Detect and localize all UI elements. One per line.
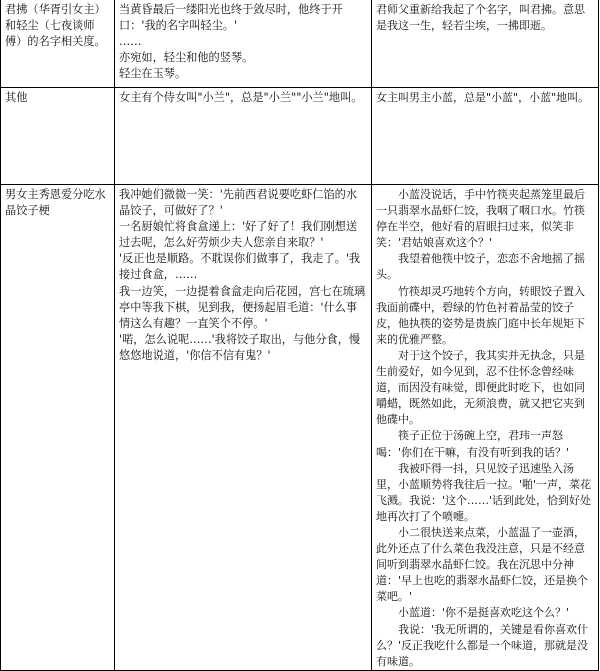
row-label-cell xyxy=(1,0,115,88)
text-paragraph: …… xyxy=(119,35,142,49)
text-paragraph: 轻尘在玉琴。 xyxy=(119,67,187,81)
text-paragraph: 女主有个侍女叫"小兰"，总是"小兰""小兰"地叫。 xyxy=(119,91,363,104)
row-label-cell xyxy=(1,88,115,185)
text-paragraph: '喏，怎么说呢……'我将饺子取出，与他分食，慢悠悠地说道，'你信不信有鬼？' xyxy=(119,332,361,362)
text-paragraph: 君师父重新给我起了个名字，叫君拂。意思是我这一生，轻若尘埃，一拂即逝。 xyxy=(376,3,585,33)
text-paragraph: 我被吓得一抖，只见饺子迅速坠入汤里，小蓝顺势将我往后一拉。'啪'一声，菜花飞溅。我说：'这个……'话到此处，恰到好处地再次打了个喷嚏。 xyxy=(376,461,592,523)
text-paragraph: 当黄昏最后一缕阳光也终于敛尽时，他终于开口：'我的名字叫轻尘。' xyxy=(119,3,343,33)
row-label-cell xyxy=(1,185,115,671)
text-paragraph: 我一边笑，一边提着食盒走向后花园，宫七在琉璃亭中等我下棋，见到我，便扬起眉毛道：'什么事情这么有趣？一直笑个不停。' xyxy=(119,284,366,330)
text-paragraph: 小蓝没说话，手中竹筷夹起蒸笼里最后一只翡翠水晶虾仁饺，我咽了咽口水。竹筷停在半空，他好看的眉眼扫过来，似笑非笑：'君姑娘喜欢这个？' xyxy=(376,188,585,250)
text-paragraph: 一名厨娘忙将食盒递上：'好了好了！我们刚想送过去呢，怎么好劳烦少夫人您亲自来取？' xyxy=(119,220,358,250)
compare-text-cell xyxy=(372,185,599,671)
text-paragraph: 我说：'我无所谓的，关键是看你喜欢什么？'反正我吃什么都是一个味道，那就是没有味道。 xyxy=(376,622,589,668)
table-row xyxy=(1,88,599,185)
table-row xyxy=(1,185,599,671)
source-text-cell xyxy=(115,88,372,185)
row-label: 男女主秀恩爱分吃水晶饺子梗 xyxy=(5,188,106,218)
text-paragraph: 小二很快送来点菜，小蓝温了一壶酒，此外还点了什么菜色我没注意，只是不经意间听到翡翠水晶虾仁饺。我在沉思中分神道：'早上也吃的翡翠水晶虾仁饺，还是换个菜吧。' xyxy=(376,525,589,604)
source-text-cell xyxy=(115,0,372,88)
text-paragraph: 竹筷却灵巧地转个方向，转眼饺子置入我面前碟中，碧绿的竹色衬着晶莹的饺子皮，他执筷的姿势是贵族门庭中长年规矩下来的优雅严整。 xyxy=(376,284,585,346)
row-label: 君拂（华胥引女主）和轻尘（七夜谈师傅）的名字相关度。 xyxy=(5,3,106,49)
text-paragraph: 亦宛如，轻尘和他的竖琴。 xyxy=(119,51,254,65)
text-paragraph: 对于这个饺子，我其实并无执念，只是生前爱好，如今见到，忍不住怀念曾经味道，而因没有味觉，即便此时吃下，也如同嚼蜡，既然如此，无须浪费，就又把它夹到他碟中。 xyxy=(376,348,585,427)
source-text-cell xyxy=(115,185,372,671)
text-paragraph: 女主叫男主小蓝，总是"小蓝"，小蓝"地叫。 xyxy=(376,91,590,104)
text-paragraph: 我望着他筷中饺子，恋恋不舍地摇了摇头。 xyxy=(376,252,585,282)
table-row xyxy=(1,0,599,88)
row-label: 其他 xyxy=(5,91,28,104)
text-paragraph: 我冲她们微微一笑：'先前西君说要吃虾仁馅的水晶饺子，可做好了？' xyxy=(119,188,358,218)
text-paragraph: 筷子正位于汤碗上空，君玮一声怒喝：'你们在干嘛，有没有听到我的话？' xyxy=(376,429,570,459)
text-paragraph: '反正也是顺路。不耽误你们做事了，我走了。'我接过食盒，…… xyxy=(119,252,361,282)
compare-text-cell xyxy=(372,88,599,185)
text-paragraph: 小蓝道：'你不是挺喜欢吃这个么？' xyxy=(376,606,570,620)
compare-text-cell xyxy=(372,0,599,88)
